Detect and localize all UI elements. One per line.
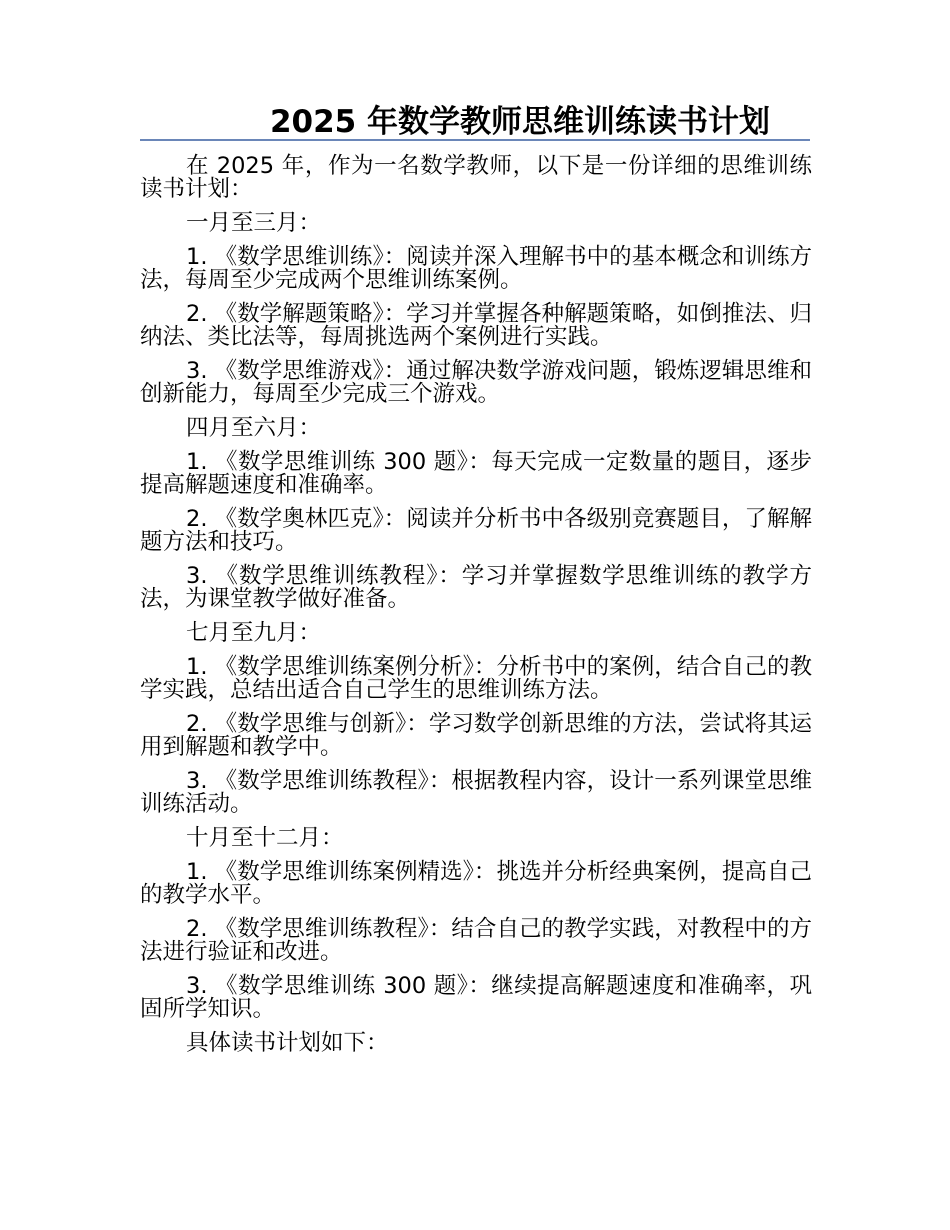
closing-line: 具体读书计划如下： xyxy=(186,1030,389,1056)
list-item: 1. 《数学思维训练案例精选》：挑选并分析经典案例，提高自己的教学水平。 xyxy=(140,859,812,908)
list-item: 3. 《数学思维游戏》：通过解决数学游戏问题，锻炼逻辑思维和创新能力，每周至少完成三个游戏。 xyxy=(140,358,812,407)
document-body xyxy=(140,155,812,1066)
section-heading-jan-mar: 一月至三月： xyxy=(186,210,322,236)
document-title: 2025 年数学教师思维训练读书计划 xyxy=(269,104,771,140)
section-heading-oct-dec: 十月至十二月： xyxy=(186,825,344,851)
section-heading-jul-sep: 七月至九月： xyxy=(186,620,322,646)
list-item: 2. 《数学奥林匹克》：阅读并分析书中各级别竞赛题目，了解解题方法和技巧。 xyxy=(140,506,812,555)
list-item: 3. 《数学思维训练教程》：根据教程内容，设计一系列课堂思维训练活动。 xyxy=(140,768,812,817)
list-item: 2. 《数学思维训练教程》：结合自己的教学实践，对教程中的方法进行验证和改进。 xyxy=(140,916,812,965)
list-item: 1. 《数学思维训练 300 题》：每天完成一定数量的题目，逐步提高解题速度和准确率。 xyxy=(140,449,812,498)
list-item: 3. 《数学思维训练教程》：学习并掌握数学思维训练的教学方法，为课堂教学做好准备。 xyxy=(140,563,812,612)
section-heading-apr-jun: 四月至六月： xyxy=(186,415,322,441)
list-item: 3. 《数学思维训练 300 题》：继续提高解题速度和准确率，巩固所学知识。 xyxy=(140,973,812,1022)
list-item: 1. 《数学思维训练案例分析》：分析书中的案例，结合自己的教学实践，总结出适合自己学生的思维训练方法。 xyxy=(140,654,812,703)
list-item: 2. 《数学思维与创新》：学习数学创新思维的方法，尝试将其运用到解题和教学中。 xyxy=(140,711,812,760)
list-item: 2. 《数学解题策略》：学习并掌握各种解题策略，如倒推法、归纳法、类比法等，每周挑选两个案例进行实践。 xyxy=(140,301,812,350)
title-underline xyxy=(140,139,810,141)
list-item: 1. 《数学思维训练》：阅读并深入理解书中的基本概念和训练方法，每周至少完成两个思维训练案例。 xyxy=(140,244,812,293)
intro-paragraph: 在 2025 年，作为一名数学教师，以下是一份详细的思维训练读书计划： xyxy=(140,153,812,202)
